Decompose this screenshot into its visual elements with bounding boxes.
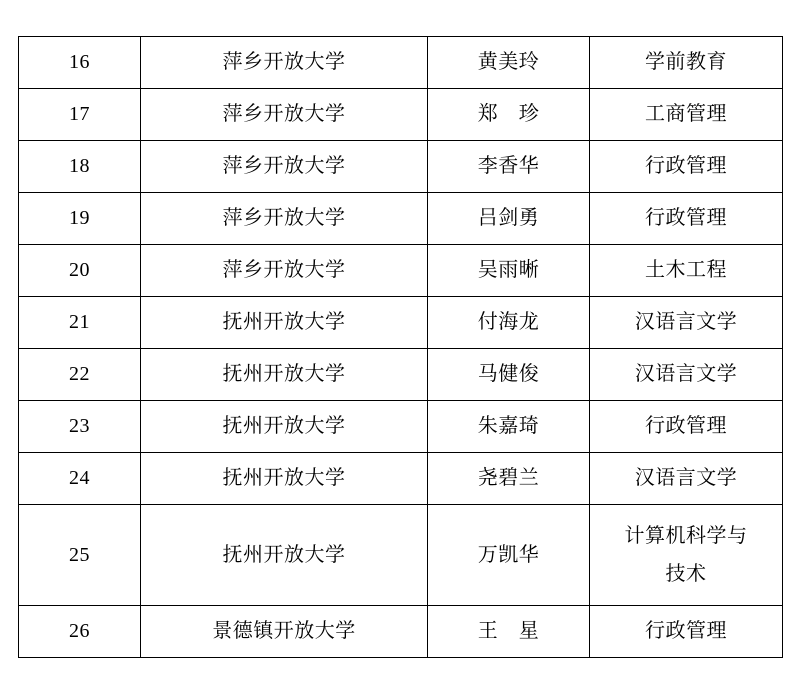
table-row	[19, 505, 783, 606]
cell-school: 景德镇开放大学	[141, 606, 428, 658]
table-row	[19, 37, 783, 89]
cell-index: 21	[19, 297, 141, 349]
cell-school: 萍乡开放大学	[141, 245, 428, 297]
cell-index: 26	[19, 606, 141, 658]
cell-major: 行政管理	[590, 141, 783, 193]
cell-major-line: 计算机科学与	[624, 525, 748, 547]
table-row	[19, 297, 783, 349]
cell-name: 付海龙	[428, 297, 590, 349]
table-body	[19, 37, 783, 658]
cell-index: 18	[19, 141, 141, 193]
cell-school: 抚州开放大学	[141, 349, 428, 401]
table-row	[19, 453, 783, 505]
cell-index: 24	[19, 453, 141, 505]
cell-name: 吕剑勇	[428, 193, 590, 245]
cell-major: 学前教育	[590, 37, 783, 89]
cell-name: 万凯华	[428, 505, 590, 606]
cell-name: 郑 珍	[428, 89, 590, 141]
cell-school: 抚州开放大学	[141, 453, 428, 505]
table-row	[19, 89, 783, 141]
cell-index: 20	[19, 245, 141, 297]
cell-school: 萍乡开放大学	[141, 89, 428, 141]
cell-name: 马健俊	[428, 349, 590, 401]
cell-major: 土木工程	[590, 245, 783, 297]
cell-major: 行政管理	[590, 606, 783, 658]
table-row	[19, 401, 783, 453]
cell-index: 22	[19, 349, 141, 401]
cell-school: 抚州开放大学	[141, 401, 428, 453]
student-list-table	[18, 36, 783, 658]
cell-school: 萍乡开放大学	[141, 193, 428, 245]
cell-major: 汉语言文学	[590, 453, 783, 505]
cell-major: 工商管理	[590, 89, 783, 141]
cell-school: 抚州开放大学	[141, 297, 428, 349]
cell-school: 萍乡开放大学	[141, 141, 428, 193]
cell-index: 16	[19, 37, 141, 89]
table-row	[19, 141, 783, 193]
cell-index: 19	[19, 193, 141, 245]
cell-major: 汉语言文学	[590, 297, 783, 349]
table-row	[19, 606, 783, 658]
cell-school: 萍乡开放大学	[141, 37, 428, 89]
cell-school: 抚州开放大学	[141, 505, 428, 606]
cell-major-line: 技术	[665, 563, 707, 585]
cell-index: 17	[19, 89, 141, 141]
cell-name: 吴雨晰	[428, 245, 590, 297]
table-row	[19, 193, 783, 245]
cell-name: 王 星	[428, 606, 590, 658]
cell-index: 25	[19, 505, 141, 606]
table-row	[19, 349, 783, 401]
cell-name: 黄美玲	[428, 37, 590, 89]
cell-major: 行政管理	[590, 401, 783, 453]
cell-name: 尧碧兰	[428, 453, 590, 505]
cell-index: 23	[19, 401, 141, 453]
table-container	[18, 36, 782, 658]
cell-name: 朱嘉琦	[428, 401, 590, 453]
cell-major: 汉语言文学	[590, 349, 783, 401]
cell-major: 行政管理	[590, 193, 783, 245]
cell-major	[590, 505, 783, 606]
cell-name: 李香华	[428, 141, 590, 193]
table-row	[19, 245, 783, 297]
